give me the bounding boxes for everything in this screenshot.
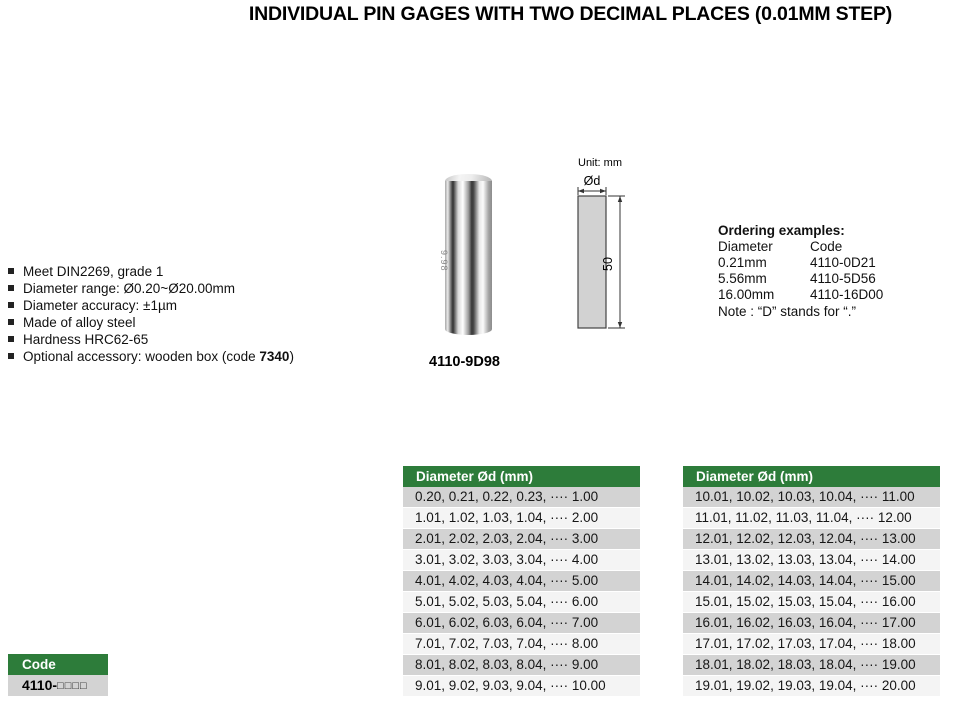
ordering-row [718,271,928,287]
table-row: 3.01, 3.02, 3.03, 3.04, ···· 4.00 [403,550,640,571]
table-row: 10.01, 10.02, 10.03, 10.04, ···· 11.00 [683,487,940,508]
table-row: 1.01, 1.02, 1.03, 1.04, ···· 2.00 [403,508,640,529]
length-dim-label: 50 [601,257,615,271]
table-row: 14.01, 14.02, 14.03, 14.04, ···· 15.00 [683,571,940,592]
table-row: 15.01, 15.02, 15.03, 15.04, ···· 16.00 [683,592,940,613]
table-row: 18.01, 18.02, 18.03, 18.04, ···· 19.00 [683,655,940,676]
table-row: 11.01, 11.02, 11.03, 11.04, ···· 12.00 [683,508,940,529]
feature-text: Hardness HRC62-65 [23,332,149,347]
bullet-square-icon [8,285,14,291]
code-block [8,654,108,696]
ordering-row [718,287,928,303]
table-row: 0.20, 0.21, 0.22, 0.23, ···· 1.00 [403,487,640,508]
code-block-header: Code [8,654,108,675]
table-row: 8.01, 8.02, 8.03, 8.04, ···· 9.00 [403,655,640,676]
ordering-note: Note : “D” stands for “.” [718,304,857,319]
ordering-col-code: Code [810,239,843,254]
bullet-square-icon [8,336,14,342]
code-block-value [8,675,108,696]
ordering-diameter: 16.00mm [718,287,775,302]
bullet-square-icon [8,302,14,308]
ordering-code: 4110-0D21 [810,255,876,270]
feature-item [8,280,408,297]
feature-list [8,263,408,365]
table-row: 6.01, 6.02, 6.03, 6.04, ···· 7.00 [403,613,640,634]
diameter-dimension [578,187,606,195]
ordering-heading: Ordering examples: [718,223,845,238]
ordering-diameter: 5.56mm [718,271,767,286]
table-row: 7.01, 7.02, 7.03, 7.04, ···· 8.00 [403,634,640,655]
feature-text: Meet DIN2269, grade 1 [23,264,164,279]
feature-item [8,331,408,348]
table-row: 5.01, 5.02, 5.03, 5.04, ···· 6.00 [403,592,640,613]
table-row: 17.01, 17.02, 17.03, 17.04, ···· 18.00 [683,634,940,655]
feature-item [8,297,408,314]
bullet-square-icon [8,268,14,274]
ordering-code: 4110-5D56 [810,271,876,286]
code-prefix: 4110- [22,677,58,693]
product-code-label: 4110-9D98 [429,354,500,370]
ordering-diameter: 0.21mm [718,255,767,270]
table-row: 12.01, 12.02, 12.03, 12.04, ···· 13.00 [683,529,940,550]
feature-item [8,263,408,280]
feature-item [8,314,408,331]
unit-label: Unit: mm [578,157,622,169]
ordering-column-headers [718,239,928,255]
feature-text: Optional accessory: wooden box (code [23,349,260,364]
table-row: 16.01, 16.02, 16.03, 16.04, ···· 17.00 [683,613,940,634]
pin-gage-photo [445,181,492,335]
feature-text-post: ) [289,349,294,364]
feature-text: Made of alloy steel [23,315,136,330]
table-row: 4.01, 4.02, 4.03, 4.04, ···· 5.00 [403,571,640,592]
diameter-dim-label: Ød [583,174,601,188]
diameter-table-1 [403,466,640,697]
table-row: 2.01, 2.02, 2.03, 2.04, ···· 3.00 [403,529,640,550]
feature-item [8,348,408,365]
table-header: Diameter Ød (mm) [403,466,640,487]
table-row: 9.01, 9.02, 9.03, 9.04, ···· 10.00 [403,676,640,697]
table-header: Diameter Ød (mm) [683,466,940,487]
page-title: INDIVIDUAL PIN GAGES WITH TWO DECIMAL PLACES (0.01MM STEP) [248,3,893,25]
diameter-table-2 [683,466,940,697]
table-row: 13.01, 13.02, 13.03, 13.04, ···· 14.00 [683,550,940,571]
ordering-col-diameter: Diameter [718,239,773,254]
feature-text: Diameter accuracy: ±1µm [23,298,177,313]
code-placeholder-boxes: □□□□ [57,680,88,692]
ordering-examples [718,222,928,320]
pin-engraving: 9.98 [439,250,449,272]
bullet-square-icon [8,353,14,359]
feature-text: Diameter range: Ø0.20~Ø20.00mm [23,281,235,296]
bullet-square-icon [8,319,14,325]
feature-text-bold: 7340 [259,349,290,364]
ordering-row [718,255,928,271]
table-row: 19.01, 19.02, 19.03, 19.04, ···· 20.00 [683,676,940,697]
ordering-code: 4110-16D00 [810,287,884,302]
dimension-drawing [558,152,643,342]
